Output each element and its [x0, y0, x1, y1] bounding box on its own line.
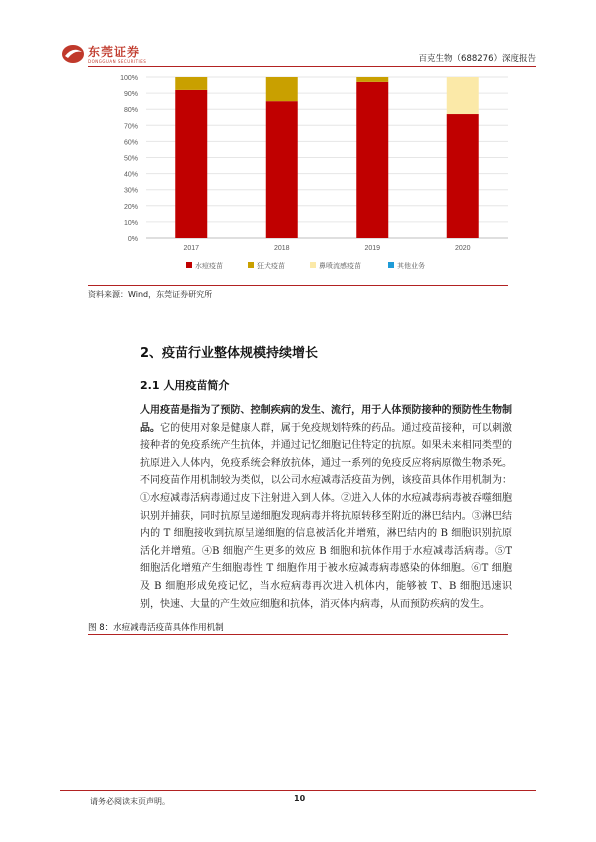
section-heading: 2、疫苗行业整体规模持续增长 — [140, 346, 319, 361]
legend-swatch — [248, 262, 254, 268]
bar-segment — [356, 77, 388, 82]
header-divider — [88, 66, 536, 67]
body-paragraph — [140, 402, 512, 613]
x-tick-label: 2017 — [183, 245, 200, 252]
report-header-title: 百克生物（688276）深度报告 — [418, 54, 536, 64]
y-tick-label: 0% — [127, 236, 138, 243]
chart-svg — [88, 68, 508, 280]
bar-segment — [447, 114, 479, 238]
legend-label: 水痘疫苗 — [195, 262, 223, 270]
page-number: 10 — [294, 794, 306, 803]
subsection-heading: 2.1 人用疫苗简介 — [140, 379, 230, 392]
y-tick-label: 60% — [123, 139, 138, 147]
figure-divider — [88, 634, 508, 635]
footer-divider — [60, 790, 536, 791]
legend-swatch — [186, 262, 192, 268]
x-tick-label: 2019 — [364, 245, 381, 252]
figure-title: 图 8：水痘减毒活疫苗具体作用机制 — [88, 623, 224, 633]
y-tick-label: 70% — [123, 123, 138, 131]
legend-swatch — [310, 262, 316, 268]
y-tick-label: 80% — [123, 107, 138, 115]
chart-source: 资料来源：Wind，东莞证券研究所 — [88, 290, 213, 299]
y-tick-label: 10% — [123, 219, 138, 227]
y-tick-label: 20% — [123, 203, 138, 211]
y-tick-label: 40% — [123, 171, 138, 179]
source-divider — [88, 285, 508, 286]
x-tick-label: 2018 — [273, 245, 290, 252]
bar-segment — [266, 101, 298, 238]
legend-label: 鼻喷流感疫苗 — [319, 262, 361, 270]
body-text: 它的使用对象是健康人群，属于免疫规划特殊的药品。通过疫苗接种，可以刺激接种者的免疫系统产生抗体，并通过记忆细胞记住特定的抗原。如果未来相同类型的抗原进入人体内，免疫系统会释放抗体，通过一系列的免疫反应将病原微生物杀死。不同疫苗作用机制较为类似，以公司水痘减毒活疫苗为例，该疫苗具体作用机制为：①水痘减毒活病毒通过皮下注射进入到人体。②进入人体的水痘减毒病毒被吞噬细胞识别并捕获，同时抗原呈递细胞发现病毒并将抗原转移至附近的淋巴结内。③淋巴结内的 T 细胞接收到抗原呈递细胞的信息被活化并增殖，淋巴结内的 B 细胞识别抗原活化并增殖。④B 细胞产生更多的效应 B 细胞和抗体作用于水痘减毒活病毒。⑤T 细胞活化增殖产生细胞毒性 T 细胞作用于被水痘减毒病毒感染的体细胞。⑥T 细胞及 B 细胞形成免疫记忆，当水痘病毒再次进入机体内，能够被 T、B 细胞迅速识别，快速、大量的产生效应细胞和抗体，消灭体内病毒，从而预防疾病的发生。 — [140, 422, 513, 610]
lead-sentence: 人用疫苗是指为了预防、控制疾病的发生、流行，用于人体预防接种的预防性生物制品。 — [140, 405, 512, 434]
legend-label: 狂犬疫苗 — [257, 262, 285, 270]
legend-swatch — [388, 262, 394, 268]
bar-segment — [175, 77, 207, 90]
bar-segment — [447, 77, 479, 114]
footer-notice: 请务必阅读末页声明。 — [90, 797, 170, 806]
bar-segment — [356, 82, 388, 238]
y-tick-label: 50% — [123, 155, 138, 163]
logo-text: 东莞证券 — [88, 45, 141, 59]
logo-subtitle: DONGGUAN SECURITIES — [88, 59, 147, 64]
y-tick-label: 30% — [123, 187, 138, 195]
y-tick-label: 100% — [120, 75, 138, 82]
x-tick-label: 2020 — [454, 245, 471, 252]
legend-label: 其他业务 — [397, 262, 425, 270]
y-tick-label: 90% — [123, 91, 138, 99]
bar-segment — [266, 77, 298, 101]
revenue-composition-chart — [88, 68, 508, 280]
bar-segment — [175, 90, 207, 238]
